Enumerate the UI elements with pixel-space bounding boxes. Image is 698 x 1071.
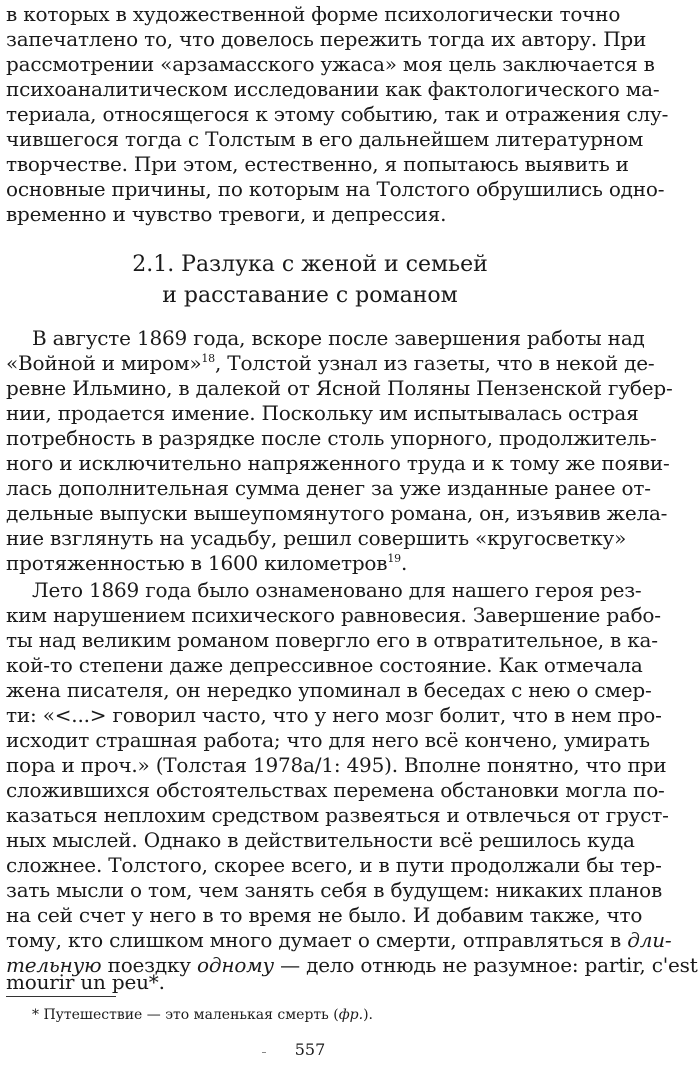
text-span: поездку: [101, 953, 198, 977]
italic-span: тельную: [6, 953, 102, 977]
text-line: основные причины, по которым на Толстого обрушились одно-: [6, 177, 665, 201]
text-span: протяженностью в 1600 километров: [6, 551, 388, 575]
text-line: ревне Ильмино, в далекой от Ясной Поляны Пензенской губер-: [6, 376, 673, 400]
text-line: потребность в разрядке после столь упорного, продолжитель-: [6, 426, 657, 450]
text-span: ).: [363, 1007, 373, 1023]
text-line: нии, продается имение. Поскольку им испытывалась острая: [6, 401, 639, 425]
text-line: кой-то степени даже депрессивное состояние. Как отмечала: [6, 653, 643, 677]
text-span: * Путешествие — это маленькая смерть (: [32, 1007, 339, 1023]
footnote: [32, 1005, 373, 1025]
text-line: в которых в художественной форме психологически точно: [6, 2, 621, 26]
text-span: .: [400, 551, 408, 575]
section-heading: и расставание с романом: [162, 283, 458, 308]
italic-span: одному: [197, 953, 274, 977]
italic-span: дли-: [627, 928, 672, 952]
text-span: , Толстой узнал из газеты, что в некой де-: [214, 351, 655, 375]
text-line: лась дополнительная сумма денег за уже изданные ранее от-: [6, 476, 651, 500]
footnote-divider: [6, 996, 116, 997]
footnote-ref-18[interactable]: 18: [201, 352, 215, 365]
text-line: чившегося тогда с Толстым в его дальнейшем литературном: [6, 127, 644, 151]
text-span: тому, кто слишком много думает о смерти, отправляться в: [6, 928, 628, 952]
text-line: пора и проч.» (Толстая 1978а/1: 495). Вполне понятно, что при: [6, 753, 667, 777]
page-number: 557: [294, 1040, 326, 1059]
section-heading: 2.1. Разлука с женой и семьей: [132, 252, 488, 277]
text-line: ного и исключительно напряженного труда и к тому же появи-: [6, 451, 670, 475]
text-line: сложившихся обстоятельствах перемена обстановки могла по-: [6, 778, 665, 802]
text-line: mourir un peu*.: [6, 970, 165, 994]
text-line: запечатлено то, что довелось пережить тогда их автору. При: [6, 27, 647, 51]
text-line: териала, относящегося к этому событию, так и отражения слу-: [6, 102, 669, 126]
text-line: исходит страшная работа; что для него всё кончено, умирать: [6, 728, 650, 752]
text-line: казаться неплохим средством развеяться и отвлечься от груст-: [6, 803, 669, 827]
text-line: психоаналитическом исследовании как фактологического ма-: [6, 77, 660, 101]
text-line: сложнее. Толстого, скорее всего, и в пути продолжали бы тер-: [6, 853, 662, 877]
text-line: зать мысли о том, чем занять себя в будущем: никаких планов: [6, 878, 663, 902]
text-line: ти: «<...> говорил часто, что у него мозг болит, что в нем про-: [6, 703, 662, 727]
text-line: рассмотрении «арзамасского ужаса» моя цель заключается в: [6, 52, 655, 76]
text-line: [6, 351, 655, 376]
text-line: ты над великим романом повергло его в отвратительное, в ка-: [6, 628, 658, 652]
italic-span: фр.: [338, 1007, 364, 1023]
text-line: ных мыслей. Однако в действительности всё решилось куда: [6, 828, 635, 852]
text-line: творчестве. При этом, естественно, я попытаюсь выявить и: [6, 152, 629, 176]
text-line: [6, 928, 672, 953]
text-line: В августе 1869 года, вскоре после завершения работы над: [32, 326, 645, 350]
text-line: ние взглянуть на усадьбу, решил совершить «кругосветку»: [6, 526, 627, 550]
text-line: Лето 1869 года было ознаменовано для нашего героя рез-: [32, 578, 642, 602]
text-span: «Войной и миром»: [6, 351, 202, 375]
text-line: дельные выпуски вышеупомянутого романа, он, изъявив жела-: [6, 501, 668, 525]
text-line: временно и чувство тревоги, и депрессия.: [6, 202, 447, 226]
footnote-ref-19[interactable]: 19: [387, 552, 401, 565]
text-line: [6, 551, 614, 576]
text-span: — дело отнюдь не разумное: partir, c'est: [273, 953, 698, 977]
text-line: ким нарушением психического равновесия. Завершение рабо-: [6, 603, 661, 627]
text-line: жена писателя, он нередко упоминал в беседах с нею о смер-: [6, 678, 652, 702]
text-line: на сей счет у него в то время не было. И добавим также, что: [6, 903, 643, 927]
